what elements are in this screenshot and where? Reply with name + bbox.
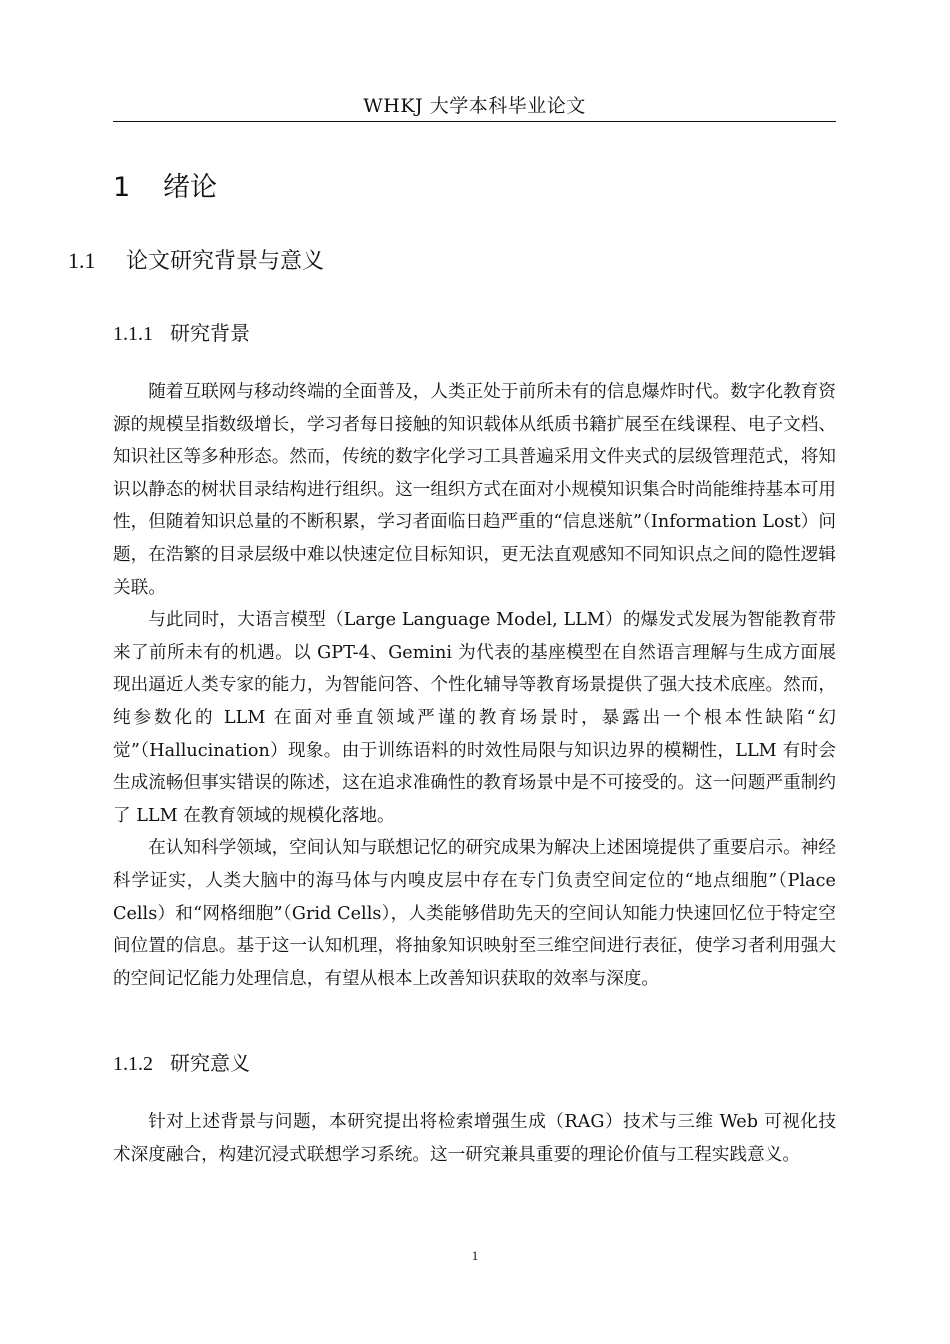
paragraph: 在认知科学领域，空间认知与联想记忆的研究成果为解决上述困境提供了重要启示。神经科学证实，人类大脑中的海马体与内嗅皮层中存在专门负责空间定位的“地点细胞”（Place Cells）和“网格细胞”（Grid Cells），人类能够借助先天的空间认知能力快速回忆位于特定空间位置的信息。基于这一认知机理，将抽象知识映射至三维空间进行表征，使学习者利用强大的空间记忆能力处理信息，有望从根本上改善知识获取的效率与深度。 — [113, 838, 836, 989]
subsection-number: 1.1.1 — [113, 323, 153, 345]
subsection-title: 研究意义 — [170, 1051, 250, 1075]
section-title: 论文研究背景与意义 — [126, 249, 325, 274]
chapter-title: 绪论 — [163, 172, 217, 203]
section-number: 1.1 — [68, 248, 96, 273]
subsection-heading-background — [113, 319, 250, 348]
chapter-heading — [113, 170, 217, 206]
chapter-number: 1 — [113, 172, 131, 203]
paragraph: 与此同时，大语言模型（Large Language Model, LLM）的爆发式发展为智能教育带来了前所未有的机遇。以 GPT-4、Gemini 为代表的基座模型在自然语言理解与生成方面展现出逼近人类专家的能力，为智能问答、个性化辅导等教育场景提供了强大技术底座。然而，纯参数化的 LLM 在面对垂直领域严谨的教育场景时，暴露出一个根本性缺陷“幻觉”（Hallucination）现象。由于训练语料的时效性局限与知识边界的模糊性，LLM 有时会生成流畅但事实错误的陈述，这在追求准确性的教育场景中是不可接受的。这一问题严重制约了 LLM 在教育领域的规模化落地。 — [113, 610, 836, 826]
significance-body — [113, 1106, 836, 1171]
background-body — [113, 376, 836, 995]
running-header: WHKJ 大学本科毕业论文 — [363, 95, 586, 117]
subsection-heading-significance — [113, 1049, 250, 1078]
header-rule — [113, 121, 836, 122]
page-number: 1 — [471, 1248, 479, 1263]
paragraph: 针对上述背景与问题，本研究提出将检索增强生成（RAG）技术与三维 Web 可视化技术深度融合，构建沉浸式联想学习系统。这一研究兼具重要的理论价值与工程实践意义。 — [113, 1112, 836, 1165]
subsection-number: 1.1.2 — [113, 1053, 153, 1075]
paragraph: 随着互联网与移动终端的全面普及，人类正处于前所未有的信息爆炸时代。数字化教育资源的规模呈指数级增长，学习者每日接触的知识载体从纸质书籍扩展至在线课程、电子文档、知识社区等多种形态。然而，传统的数字化学习工具普遍采用文件夹式的层级管理范式，将知识以静态的树状目录结构进行组织。这一组织方式在面对小规模知识集合时尚能维持基本可用性，但随着知识总量的不断积累，学习者面临日趋严重的“信息迷航”（Information Lost）问题，在浩繁的目录层级中难以快速定位目标知识，更无法直观感知不同知识点之间的隐性逻辑关联。 — [113, 382, 836, 598]
subsection-title: 研究背景 — [170, 321, 250, 345]
section-heading — [68, 246, 324, 277]
